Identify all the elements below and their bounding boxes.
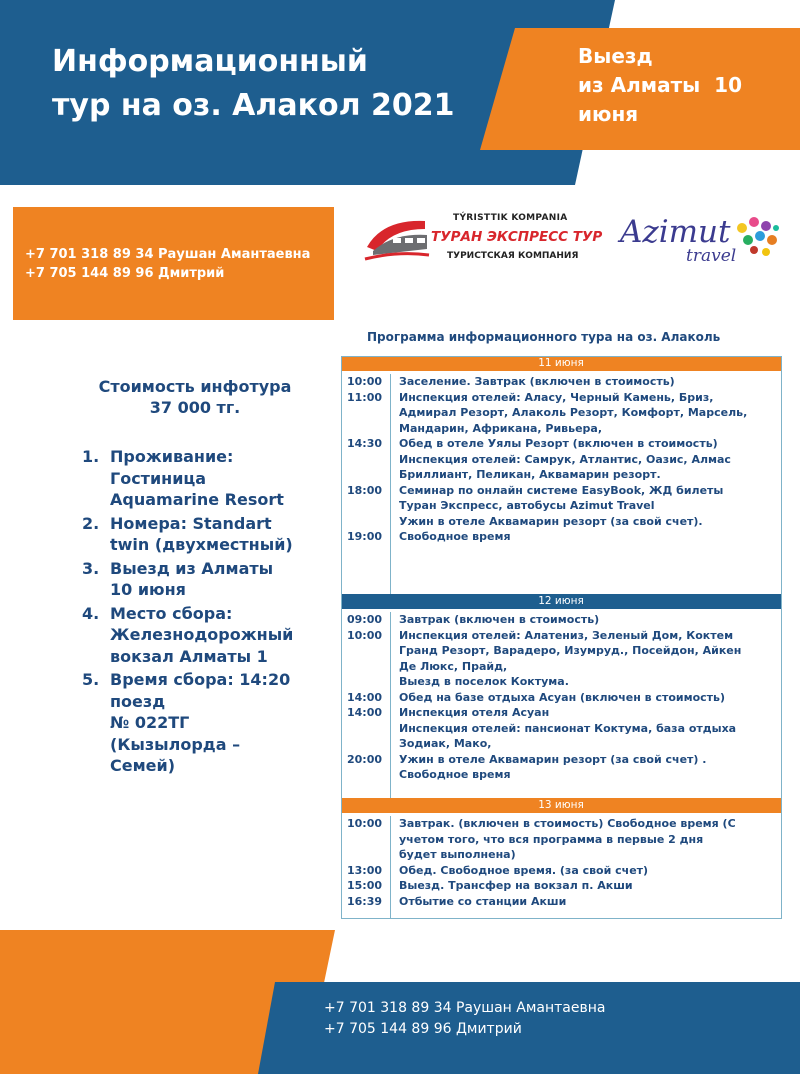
schedule-line: Инспекция отелей: пансионат Коктума, база отдыха bbox=[399, 721, 737, 735]
schedule-line: Адмирал Резорт, Алаколь Резорт, Комфорт, Марсель, bbox=[399, 406, 748, 419]
schedule-line: Выезд. Трансфер на вокзал п. Акши bbox=[399, 879, 633, 892]
list-item-text: Номера: Standart bbox=[110, 513, 272, 533]
schedule-line: Обед в отеле Уялы Резорт (включен в стоимость) bbox=[399, 437, 718, 450]
cost-label: Стоимость инфотура bbox=[98, 377, 292, 396]
schedule-line: Инспекция отелей: Алатениз, Зеленый Дом, Коктем bbox=[399, 628, 734, 642]
list-item-text: Время сбора: 14:20 bbox=[110, 670, 291, 689]
list-item-text: № 022ТГ bbox=[110, 713, 190, 732]
schedule-time: 10:00 bbox=[347, 628, 383, 642]
list-item-text: Выезд из Алматы bbox=[110, 558, 274, 578]
schedule-line: Инспекция отеля Асуан bbox=[399, 706, 550, 719]
schedule-time: 19:00 bbox=[347, 530, 383, 543]
departure-line-1: Выезд bbox=[578, 44, 653, 68]
list-item-number: 4. bbox=[82, 603, 100, 623]
schedule-time: 15:00 bbox=[347, 879, 383, 892]
schedule-line: Отбытие со станции Акши bbox=[399, 894, 567, 908]
schedule-line: будет выполнена) bbox=[399, 848, 516, 861]
azimut-travel-logo bbox=[620, 210, 780, 275]
schedule-time: 14:00 bbox=[347, 690, 383, 704]
cost-value: 37 000 тг. bbox=[149, 398, 241, 417]
schedule-time: 16:39 bbox=[347, 894, 383, 908]
schedule-border bbox=[341, 356, 782, 919]
page-title bbox=[52, 40, 454, 128]
schedule-line: Ужин в отеле Аквамарин резорт (за свой счет) . bbox=[399, 752, 707, 766]
schedule-line: Ужин в отеле Аквамарин резорт (за свой счет). bbox=[399, 514, 703, 528]
schedule-line: Завтрак. (включен в стоимость) Свободное время (С bbox=[399, 817, 736, 830]
list-item bbox=[82, 513, 293, 556]
schedule-line: Бриллиант, Пеликан, Аквамарин резорт. bbox=[399, 468, 661, 481]
list-item-text: Место сбора: bbox=[110, 603, 233, 623]
list-item-text: (Кызылорда – bbox=[110, 734, 241, 754]
schedule-line: учетом того, что вся программа в первые 2 дня bbox=[399, 832, 704, 846]
list-item bbox=[82, 558, 293, 601]
list-item-text: Железнодорожный bbox=[110, 625, 294, 644]
contact-phone-1: +7 701 318 89 34 Раушан Амантаевна bbox=[25, 247, 311, 262]
azimut-logo-sub: travel bbox=[686, 246, 737, 266]
schedule-line: Инспекция отелей: Аласу, Черный Камень, Бриз, bbox=[399, 390, 714, 404]
train-icon bbox=[363, 207, 433, 267]
schedule-time: 18:00 bbox=[347, 483, 383, 497]
list-item-text: 10 июня bbox=[110, 580, 186, 599]
schedule-line: Выезд в поселок Коктума. bbox=[399, 675, 569, 688]
list-item-text: Гостиница bbox=[110, 468, 207, 488]
schedule-time: 10:00 bbox=[347, 375, 383, 388]
departure-line-3: июня bbox=[578, 102, 639, 126]
schedule-time: 14:30 bbox=[347, 437, 383, 450]
turan-logo-top-text: TÝRISTTIK KOMPANIA bbox=[453, 213, 568, 223]
list-item bbox=[82, 603, 293, 668]
schedule-line: Свободное время bbox=[399, 768, 511, 781]
schedule-line: Обед на базе отдыха Асуан (включен в стоимость) bbox=[399, 690, 726, 704]
schedule-table bbox=[341, 356, 781, 918]
contact-phone-2: +7 705 144 89 96 Дмитрий bbox=[25, 266, 225, 281]
title-line-1: Информационный bbox=[52, 44, 368, 79]
departure-info bbox=[578, 42, 742, 129]
schedule-line: Гранд Резорт, Варадеро, Изумруд., Посейдон, Айкен bbox=[399, 644, 742, 657]
list-item-number: 2. bbox=[82, 513, 100, 533]
schedule-line: Мандарин, Африкана, Ривьера, bbox=[399, 421, 603, 435]
schedule-time: 09:00 bbox=[347, 613, 383, 626]
list-item-text: twin (двухместный) bbox=[110, 535, 293, 554]
schedule-line: Обед. Свободное время. (за свой счет) bbox=[399, 863, 649, 877]
azimut-logo-name: Azimut bbox=[620, 214, 731, 250]
contact-box-top bbox=[13, 207, 334, 320]
schedule-time: 14:00 bbox=[347, 706, 383, 719]
day-header: 13 июня bbox=[341, 798, 781, 813]
day-header: 11 июня bbox=[341, 356, 781, 371]
contact-box-bottom bbox=[324, 998, 605, 1040]
schedule-line: Заселение. Завтрак (включен в стоимость) bbox=[399, 375, 675, 388]
list-item-number: 3. bbox=[82, 558, 100, 578]
schedule-line: Инспекция отелей: Самрук, Атлантис, Оазис, Алмас bbox=[399, 452, 731, 466]
schedule-time: 13:00 bbox=[347, 863, 383, 877]
list-item-text: Aquamarine Resort bbox=[110, 490, 284, 509]
schedule-line: Де Люкс, Прайд, bbox=[399, 659, 508, 673]
schedule-line: Зодиак, Мако, bbox=[399, 737, 492, 750]
turan-express-logo bbox=[363, 207, 603, 267]
list-item-number: 5. bbox=[82, 670, 100, 689]
list-item bbox=[82, 446, 293, 511]
list-item-text: вокзал Алматы 1 bbox=[110, 646, 268, 666]
turan-logo-sub: ТУРИСТСКАЯ КОМПАНИЯ bbox=[447, 251, 579, 261]
cost-block bbox=[40, 376, 350, 418]
day-header: 12 июня bbox=[341, 594, 781, 609]
schedule-line: Свободное время bbox=[399, 530, 511, 543]
dots-icon bbox=[732, 212, 782, 262]
schedule-line: Завтрак (включен в стоимость) bbox=[399, 613, 600, 626]
departure-line-2: из Алматы 10 bbox=[578, 73, 743, 97]
program-title: Программа информационного тура на оз. Алаколь bbox=[367, 330, 721, 344]
schedule-time: 10:00 bbox=[347, 817, 383, 830]
list-item-text: Семей) bbox=[110, 756, 176, 775]
list-item-text: Проживание: bbox=[110, 447, 234, 466]
list-item-number: 1. bbox=[82, 447, 100, 466]
title-line-2: тур на оз. Алакол 2021 bbox=[52, 88, 455, 123]
contact-phone-1: +7 701 318 89 34 Раушан Амантаевна bbox=[324, 1000, 606, 1016]
list-item-text: поезд bbox=[110, 691, 166, 711]
contact-phone-2: +7 705 144 89 96 Дмитрий bbox=[324, 1021, 522, 1037]
info-list bbox=[82, 446, 293, 779]
schedule-line: Семинар по онлайн системе EasyBook, ЖД билеты bbox=[399, 483, 724, 497]
turan-logo-name: ТУРАН ЭКСПРЕСС ТУР bbox=[431, 229, 603, 245]
list-item bbox=[82, 669, 293, 777]
schedule-time: 11:00 bbox=[347, 390, 383, 404]
schedule-time: 20:00 bbox=[347, 752, 383, 766]
schedule-line: Туран Экспресс, автобусы Azimut Travel bbox=[399, 499, 655, 512]
